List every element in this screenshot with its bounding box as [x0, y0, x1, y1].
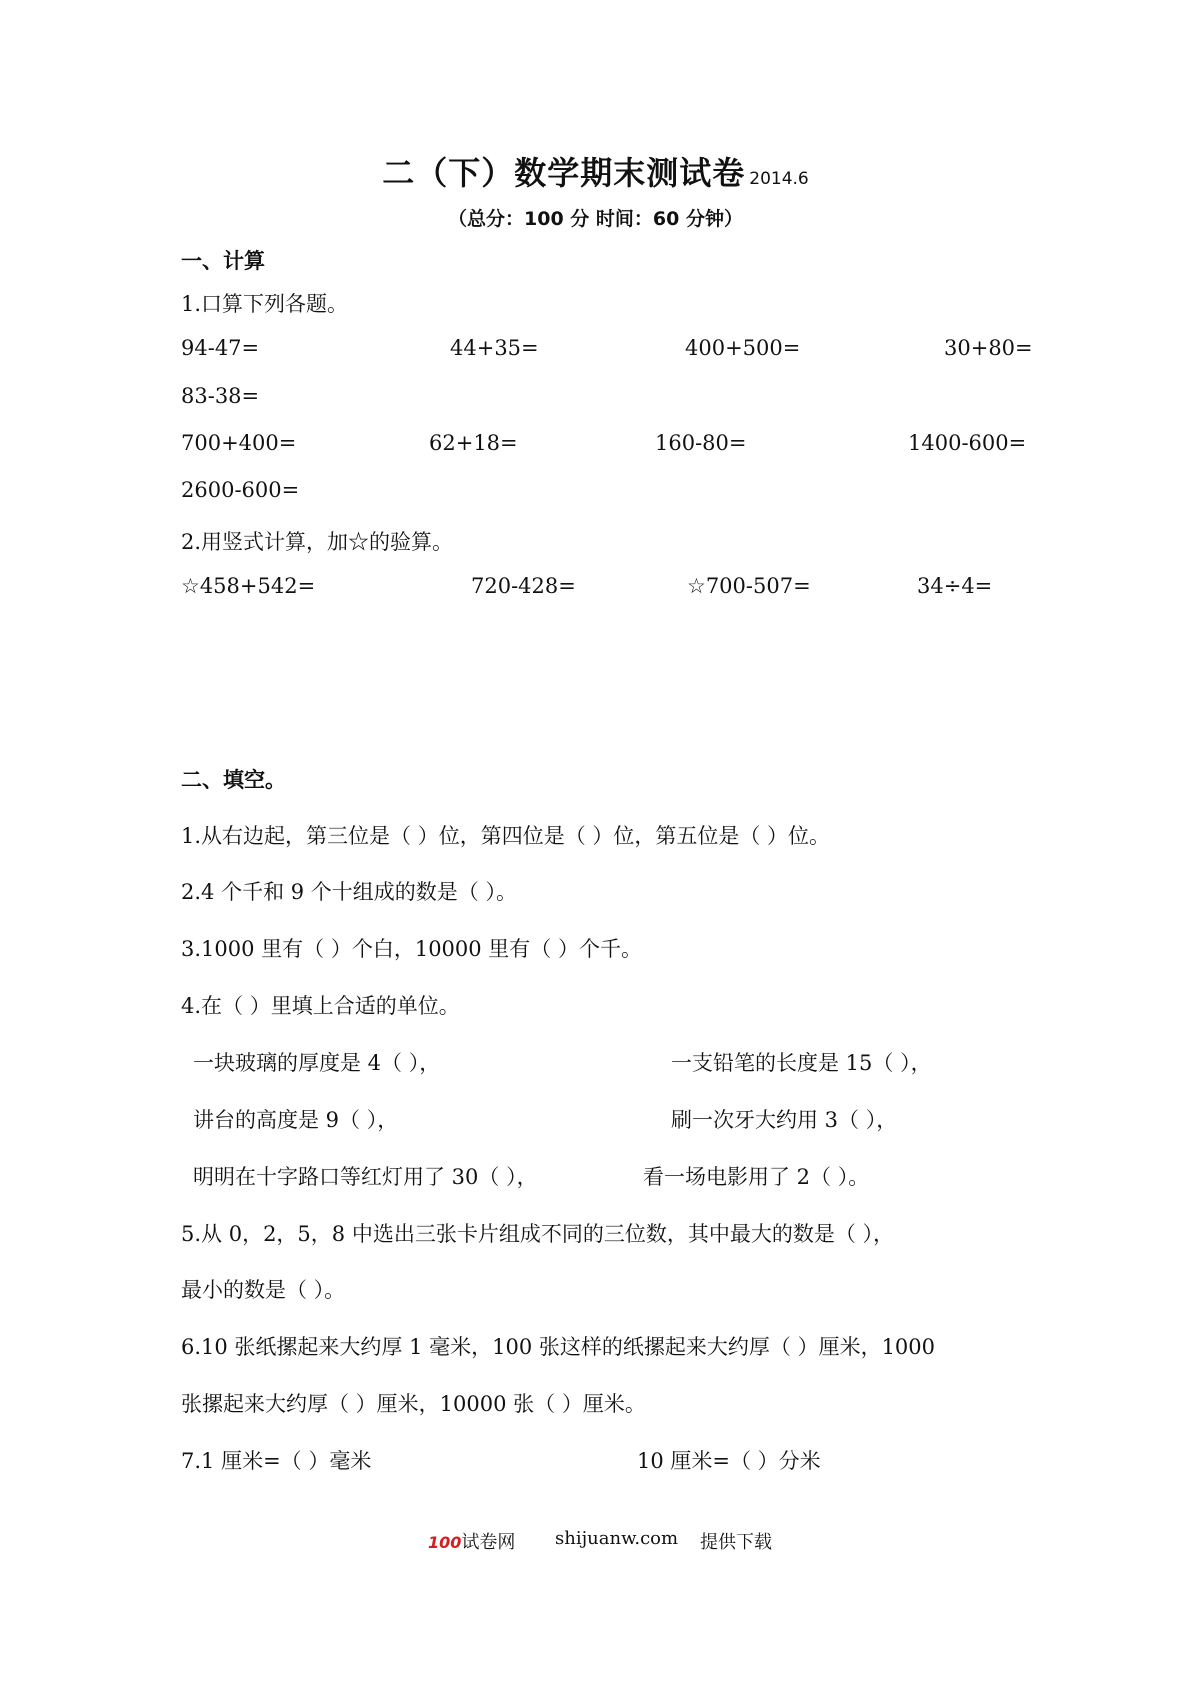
- footer-note: 提供下载: [700, 1532, 772, 1553]
- s2-q4-prompt: 4.在（ ）里填上合适的单位。: [181, 994, 460, 1018]
- footer-url[interactable]: shijuanw.com: [555, 1528, 679, 1549]
- s2-q4-item: 明明在十字路口等红灯用了 30（ ），: [193, 1165, 538, 1189]
- s1-q2-prompt: 2.用竖式计算，加☆的验算。: [181, 530, 454, 554]
- s2-q4-item: 讲台的高度是 9（ ），: [193, 1108, 399, 1132]
- section1-heading: 一、计算: [181, 249, 265, 273]
- s2-q5-line2: 最小的数是（ ）。: [181, 1278, 346, 1302]
- vertical-calc-item: ☆700-507=: [687, 574, 811, 598]
- vertical-calc-item: 720-428=: [471, 574, 576, 598]
- s2-q7-item: 7.1 厘米=（ ）毫米: [181, 1449, 372, 1473]
- footer-brand: [428, 1528, 515, 1554]
- exam-subtitle: （总分：100 分 时间：60 分钟）: [448, 208, 743, 230]
- calc-item: 1400-600=: [908, 431, 1027, 455]
- calc-item: 44+35=: [450, 336, 539, 360]
- s2-q5-line1: 5.从 0，2，5，8 中选出三张卡片组成不同的三位数，其中最大的数是（ ），: [181, 1222, 895, 1246]
- s2-q4-item: 一块玻璃的厚度是 4（ ），: [193, 1051, 441, 1075]
- calc-item: 62+18=: [429, 431, 518, 455]
- s2-q4-item: 刷一次牙大约用 3（ ），: [671, 1108, 898, 1132]
- s2-q2: 2.4 个千和 9 个十组成的数是（ ）。: [181, 880, 517, 904]
- footer-site-name: 试卷网: [461, 1532, 516, 1553]
- calc-item: 400+500=: [685, 336, 801, 360]
- s2-q4-item: 看一场电影用了 2（ ）。: [643, 1165, 870, 1189]
- s2-q6-line1: 6.10 张纸摞起来大约厚 1 毫米，100 张这样的纸摞起来大约厚（ ）厘米，1000: [181, 1335, 936, 1359]
- calc-item: 94-47=: [181, 336, 260, 360]
- s2-q1: 1.从右边起，第三位是（ ）位，第四位是（ ）位，第五位是（ ）位。: [181, 824, 831, 848]
- section2-heading: 二、填空。: [181, 768, 286, 792]
- exam-date: 2014.6: [749, 169, 809, 189]
- exam-title: 二（下）数学期末测试卷: [382, 154, 746, 192]
- calc-item: 30+80=: [944, 336, 1033, 360]
- s2-q7-item: 10 厘米=（ ）分米: [637, 1449, 821, 1473]
- calc-item: 83-38=: [181, 384, 260, 408]
- calc-item: 700+400=: [181, 431, 297, 455]
- s2-q3: 3.1000 里有（ ）个白，10000 里有（ ）个千。: [181, 937, 642, 961]
- s2-q6-line2: 张摞起来大约厚（ ）厘米，10000 张（ ）厘米。: [181, 1392, 646, 1416]
- s1-q1-prompt: 1.口算下列各题。: [181, 292, 349, 316]
- s2-q4-item: 一支铅笔的长度是 15（ ），: [671, 1051, 932, 1075]
- calc-item: 160-80=: [655, 431, 747, 455]
- calc-item: 2600-600=: [181, 478, 300, 502]
- site-logo: 100: [428, 1533, 462, 1552]
- vertical-calc-item: ☆458+542=: [181, 574, 316, 598]
- vertical-calc-item: 34÷4=: [917, 574, 993, 598]
- page-title: [0, 148, 1191, 194]
